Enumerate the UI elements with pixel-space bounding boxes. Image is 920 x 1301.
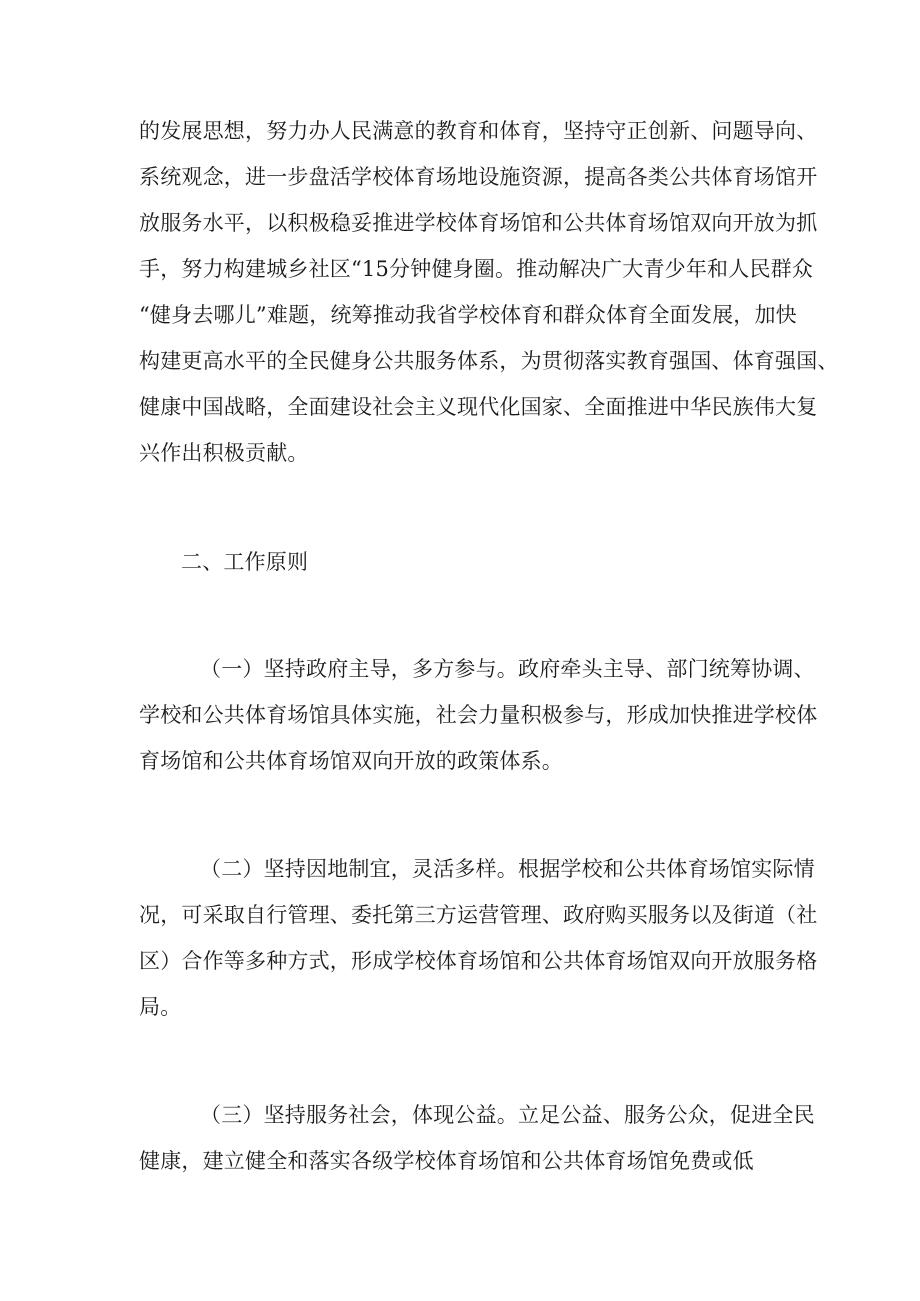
text-line: 兴作出积极贡献。 <box>139 441 309 465</box>
text-line: 放服务水平，以积极稳妥推进学校体育场馆和公共体育场馆双向开放为抓 <box>139 211 818 235</box>
text-line: 局。 <box>139 995 182 1019</box>
section-heading: 二、工作原则 <box>181 550 309 574</box>
text-line: 的发展思想，努力办人民满意的教育和体育，坚持守正创新、问题导向、 <box>139 119 818 143</box>
text-line: 手，努力构建城乡社区“15分钟健身圈。推动解决广大青少年和人民群众 <box>139 257 814 281</box>
text-line: （三）坚持服务社会，体现公益。立足公益、服务公众，促进全民 <box>200 1103 815 1127</box>
text-line: 区）合作等多种方式，形成学校体育场馆和公共体育场馆双向开放服务格 <box>139 949 818 973</box>
text-line: 学校和公共体育场馆具体实施，社会力量积极参与，形成加快推进学校体 <box>139 703 818 727</box>
text-line: “健身去哪儿”难题，统筹推动我省学校体育和群众体育全面发展，加快 <box>139 303 797 327</box>
text-line: （二）坚持因地制宜，灵活多样。根据学校和公共体育场馆实际情 <box>200 857 815 881</box>
text-line: 健康，建立健全和落实各级学校体育场馆和公共体育场馆免费或低 <box>139 1149 754 1173</box>
text-line: （一）坚持政府主导，多方参与。政府牵头主导、部门统筹协调、 <box>200 657 815 681</box>
text-line: 健康中国战略，全面建设社会主义现代化国家、全面推进中华民族伟大复 <box>139 395 818 419</box>
text-line: 系统观念，进一步盘活学校体育场地设施资源，提高各类公共体育场馆开 <box>139 165 818 189</box>
text-line: 育场馆和公共体育场馆双向开放的政策体系。 <box>139 749 563 773</box>
text-line: 构建更高水平的全民健身公共服务体系，为贯彻落实教育强国、体育强国、 <box>139 349 839 373</box>
text-line: 况，可采取自行管理、委托第三方运营管理、政府购买服务以及街道（社 <box>139 903 818 927</box>
